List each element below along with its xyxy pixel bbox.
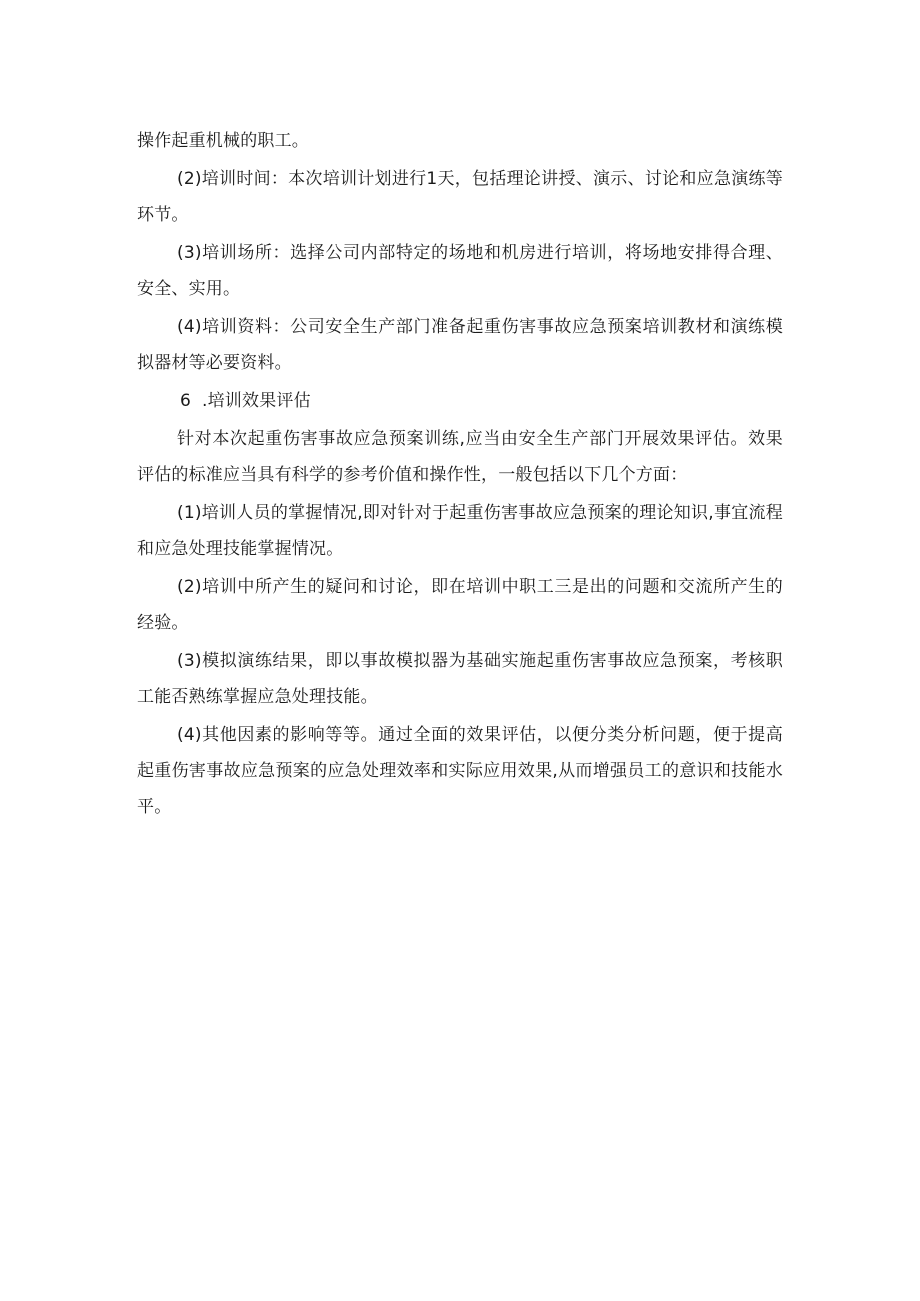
paragraph-evaluation-intro: 针对本次起重伤害事故应急预案训练,应当由安全生产部门开展效果评估。效果评估的标准应当具有科学的参考价值和操作性，一般包括以下几个方面： bbox=[137, 429, 783, 485]
section-number: 6 bbox=[180, 391, 192, 411]
evaluation-item-drill-results: (3)模拟演练结果，即以事故模拟器为基础实施起重伤害事故应急预案，考核职工能否熟练掌握应急处理技能。 bbox=[137, 651, 783, 707]
paragraph-trainees-continued: 操作起重机械的职工。 bbox=[137, 131, 309, 151]
evaluation-item-mastery: (1)培训人员的掌握情况,即对针对于起重伤害事故应急预案的理论知识,事宜流程和应急处理技能掌握情况。 bbox=[137, 503, 783, 559]
paragraph-training-time: (2)培训时间：本次培训计划进行1天，包括理论讲授、演示、讨论和应急演练等环节。 bbox=[137, 169, 783, 225]
section-heading bbox=[137, 383, 783, 419]
section-title: .培训效果评估 bbox=[202, 391, 311, 411]
paragraph-training-materials: (4)培训资料：公司安全生产部门准备起重伤害事故应急预案培训教材和演练模拟器材等必要资料。 bbox=[137, 317, 783, 373]
paragraph-training-venue: (3)培训场所：选择公司内部特定的场地和机房进行培训，将场地安排得合理、安全、实用。 bbox=[137, 243, 783, 299]
evaluation-item-other-factors: (4)其他因素的影响等等。通过全面的效果评估，以便分类分析问题，便于提高起重伤害事故应急预案的应急处理效率和实际应用效果,从而增强员工的意识和技能水平。 bbox=[137, 725, 783, 817]
document-body bbox=[137, 123, 783, 827]
evaluation-item-questions: (2)培训中所产生的疑问和讨论，即在培训中职工三是出的问题和交流所产生的经验。 bbox=[137, 577, 783, 633]
